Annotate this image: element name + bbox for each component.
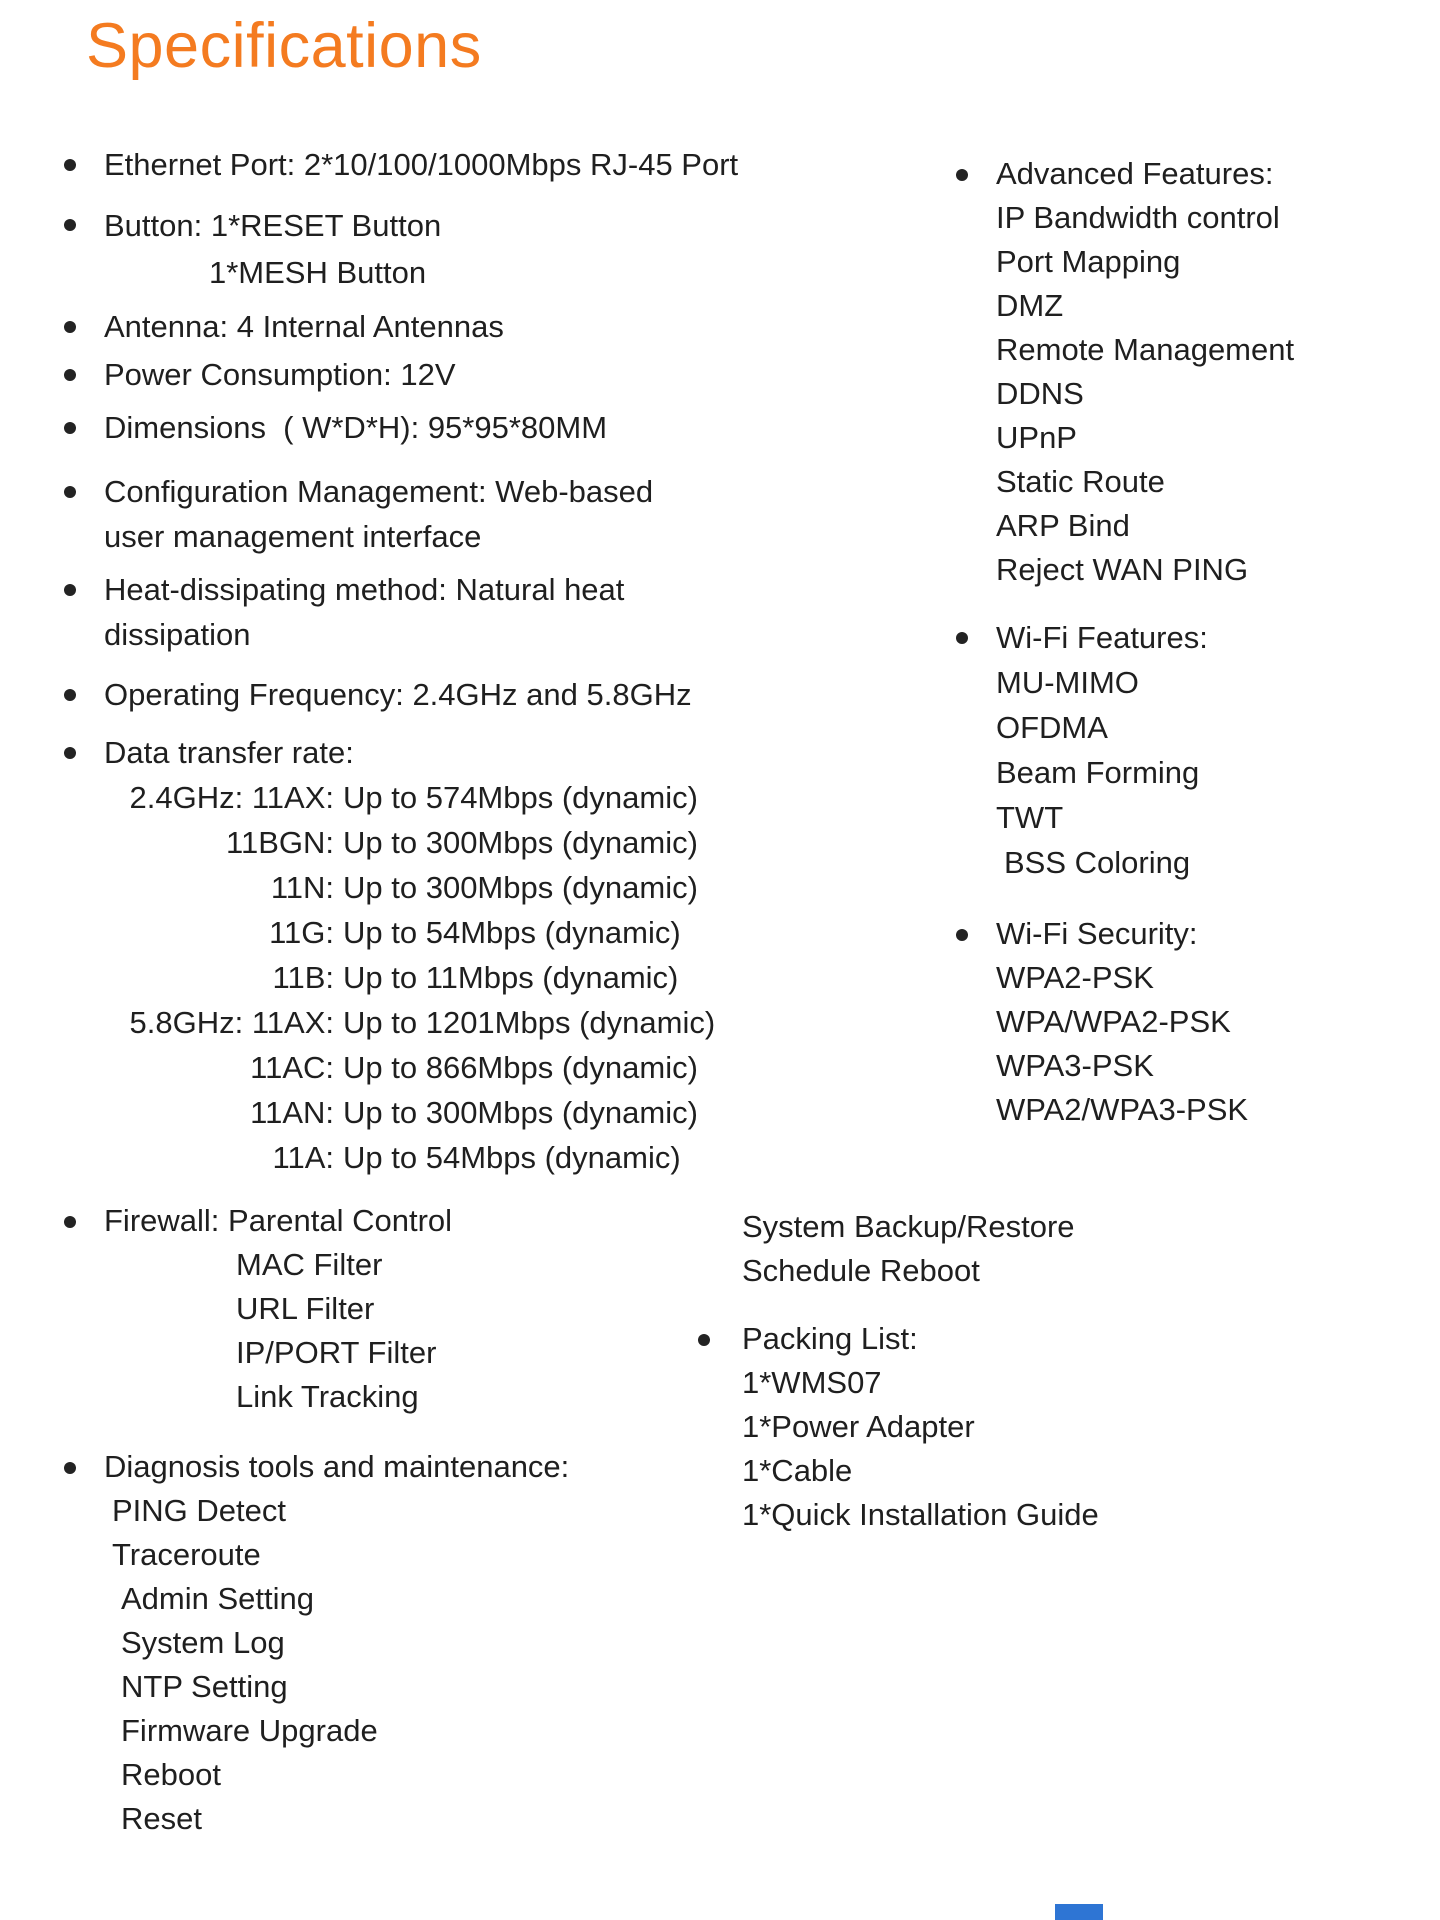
packing-list-item: 1*Power Adapter xyxy=(742,1409,975,1444)
data-rate-line xyxy=(104,955,715,1000)
bullet-icon xyxy=(64,1462,76,1474)
advanced-feature-item: Static Route xyxy=(996,464,1165,499)
wifi-feature-item: BSS Coloring xyxy=(1004,845,1191,880)
firewall-item: URL Filter xyxy=(236,1291,375,1326)
wifi-security-item: WPA2-PSK xyxy=(996,960,1154,995)
spec-item-configuration xyxy=(64,469,653,559)
spec-line-heat-1: Heat-dissipating method: Natural heat xyxy=(104,572,625,607)
spec-line-data-rate-heading: Data transfer rate: xyxy=(104,735,354,770)
spec-line-button: Button: 1*RESET Button xyxy=(104,208,442,243)
spec-line-mesh-button: 1*MESH Button xyxy=(209,255,427,290)
rate-value: Up to 300Mbps (dynamic) xyxy=(343,825,698,860)
spec-item-frequency xyxy=(64,672,692,717)
rate-value: Up to 866Mbps (dynamic) xyxy=(343,1050,698,1085)
data-rate-line xyxy=(104,865,715,910)
spec-item-ethernet-port xyxy=(64,142,738,187)
rate-label: 2.4GHz: 11AX: xyxy=(129,780,334,815)
spec-item-wifi-security xyxy=(956,912,1248,1132)
data-rate-line xyxy=(104,1135,715,1180)
spec-item-heat xyxy=(64,567,624,657)
advanced-feature-item: DDNS xyxy=(996,376,1084,411)
wifi-security-item: WPA2/WPA3-PSK xyxy=(996,1092,1249,1127)
diagnosis-item: Firmware Upgrade xyxy=(121,1713,378,1748)
advanced-feature-item: IP Bandwidth control xyxy=(996,200,1280,235)
advanced-feature-item: Port Mapping xyxy=(996,244,1181,279)
bullet-icon xyxy=(64,689,76,701)
bullet-icon xyxy=(64,219,76,231)
advanced-feature-item: Remote Management xyxy=(996,332,1295,367)
rate-value: Up to 300Mbps (dynamic) xyxy=(343,870,698,905)
spec-item-firewall xyxy=(64,1199,452,1419)
system-tool-item: System Backup/Restore xyxy=(742,1209,1075,1244)
rate-value: Up to 54Mbps (dynamic) xyxy=(343,1140,681,1175)
wifi-feature-item: MU-MIMO xyxy=(996,665,1139,700)
data-rate-line xyxy=(104,820,715,865)
data-rate-line xyxy=(104,1090,715,1135)
bullet-icon xyxy=(64,1216,76,1228)
rate-label: 11BGN: xyxy=(226,825,334,860)
packing-list-item: 1*Quick Installation Guide xyxy=(742,1497,1099,1532)
diagnosis-item: System Log xyxy=(121,1625,285,1660)
spec-item-power xyxy=(64,352,456,397)
spec-line-frequency: Operating Frequency: 2.4GHz and 5.8GHz xyxy=(104,677,692,712)
bullet-icon xyxy=(64,369,76,381)
advanced-features-heading: Advanced Features: xyxy=(996,156,1274,191)
spec-item-diagnosis xyxy=(64,1445,569,1841)
spec-item-packing-list xyxy=(698,1317,1099,1537)
data-rate-line xyxy=(104,1045,715,1090)
diagnosis-item: PING Detect xyxy=(112,1493,286,1528)
spec-line-dimensions: Dimensions ( W*D*H): 95*95*80MM xyxy=(104,410,608,445)
bullet-icon xyxy=(64,321,76,333)
spec-item-data-rate xyxy=(64,730,715,1180)
bullet-icon xyxy=(64,422,76,434)
wifi-feature-item: Beam Forming xyxy=(996,755,1200,790)
spec-line-ethernet: Ethernet Port: 2*10/100/1000Mbps RJ-45 Port xyxy=(104,147,739,182)
spec-item-advanced-features xyxy=(956,152,1294,592)
spec-item-dimensions xyxy=(64,405,607,450)
rate-label: 11N: xyxy=(270,870,334,905)
packing-list-item: 1*Cable xyxy=(742,1453,853,1488)
packing-list-item: 1*WMS07 xyxy=(742,1365,882,1400)
advanced-feature-item: DMZ xyxy=(996,288,1064,323)
bullet-icon xyxy=(64,159,76,171)
spec-item-system-tools xyxy=(742,1205,1075,1293)
rate-value: Up to 300Mbps (dynamic) xyxy=(343,1095,698,1130)
data-rate-line xyxy=(104,1000,715,1045)
rate-value: Up to 574Mbps (dynamic) xyxy=(343,780,698,815)
diagnosis-item: Traceroute xyxy=(112,1537,261,1572)
spec-line-antenna: Antenna: 4 Internal Antennas xyxy=(104,309,504,344)
diagnosis-item: NTP Setting xyxy=(121,1669,288,1704)
spec-item-antenna xyxy=(64,304,504,349)
rate-label: 11AC: xyxy=(250,1050,334,1085)
bullet-icon xyxy=(956,929,968,941)
bullet-icon xyxy=(64,584,76,596)
firewall-item: IP/PORT Filter xyxy=(236,1335,437,1370)
rate-label: 11G: xyxy=(269,915,334,950)
wifi-security-item: WPA3-PSK xyxy=(996,1048,1154,1083)
spec-line-firewall-heading: Firewall: Parental Control xyxy=(104,1203,453,1238)
spec-item-wifi-features xyxy=(956,615,1208,885)
rate-label: 11B: xyxy=(272,960,334,995)
advanced-feature-item: ARP Bind xyxy=(996,508,1130,543)
rate-label: 11AN: xyxy=(250,1095,334,1130)
packing-list-heading: Packing List: xyxy=(742,1321,918,1356)
spec-item-button xyxy=(64,202,441,296)
wifi-security-heading: Wi-Fi Security: xyxy=(996,916,1198,951)
bullet-icon xyxy=(698,1334,710,1346)
page-indicator-bar xyxy=(1055,1904,1103,1920)
wifi-feature-item: OFDMA xyxy=(996,710,1108,745)
rate-label: 11A: xyxy=(272,1140,334,1175)
rate-value: Up to 11Mbps (dynamic) xyxy=(343,960,679,995)
bullet-icon xyxy=(956,169,968,181)
advanced-feature-item: Reject WAN PING xyxy=(996,552,1249,587)
page-title: Specifications xyxy=(86,11,482,81)
bullet-icon xyxy=(64,486,76,498)
diagnosis-item: Reset xyxy=(121,1801,202,1836)
advanced-feature-item: UPnP xyxy=(996,420,1077,455)
spec-line-heat-2: dissipation xyxy=(104,617,251,652)
spec-line-config-2: user management interface xyxy=(104,519,482,554)
spec-line-config-1: Configuration Management: Web-based xyxy=(104,474,654,509)
spec-line-diagnosis-heading: Diagnosis tools and maintenance: xyxy=(104,1449,570,1484)
wifi-security-item: WPA/WPA2-PSK xyxy=(996,1004,1231,1039)
bullet-icon xyxy=(64,747,76,759)
wifi-feature-item: TWT xyxy=(996,800,1064,835)
wifi-features-heading: Wi-Fi Features: xyxy=(996,620,1208,655)
rate-value: Up to 1201Mbps (dynamic) xyxy=(343,1005,716,1040)
diagnosis-item: Admin Setting xyxy=(121,1581,314,1616)
data-rate-line xyxy=(104,910,715,955)
diagnosis-item: Reboot xyxy=(121,1757,221,1792)
spec-line-power: Power Consumption: 12V xyxy=(104,357,456,392)
bullet-icon xyxy=(956,632,968,644)
data-rate-line xyxy=(104,775,715,820)
system-tool-item: Schedule Reboot xyxy=(742,1253,980,1288)
rate-value: Up to 54Mbps (dynamic) xyxy=(343,915,681,950)
firewall-item: MAC Filter xyxy=(236,1247,383,1282)
rate-label: 5.8GHz: 11AX: xyxy=(129,1005,334,1040)
firewall-item: Link Tracking xyxy=(236,1379,419,1414)
